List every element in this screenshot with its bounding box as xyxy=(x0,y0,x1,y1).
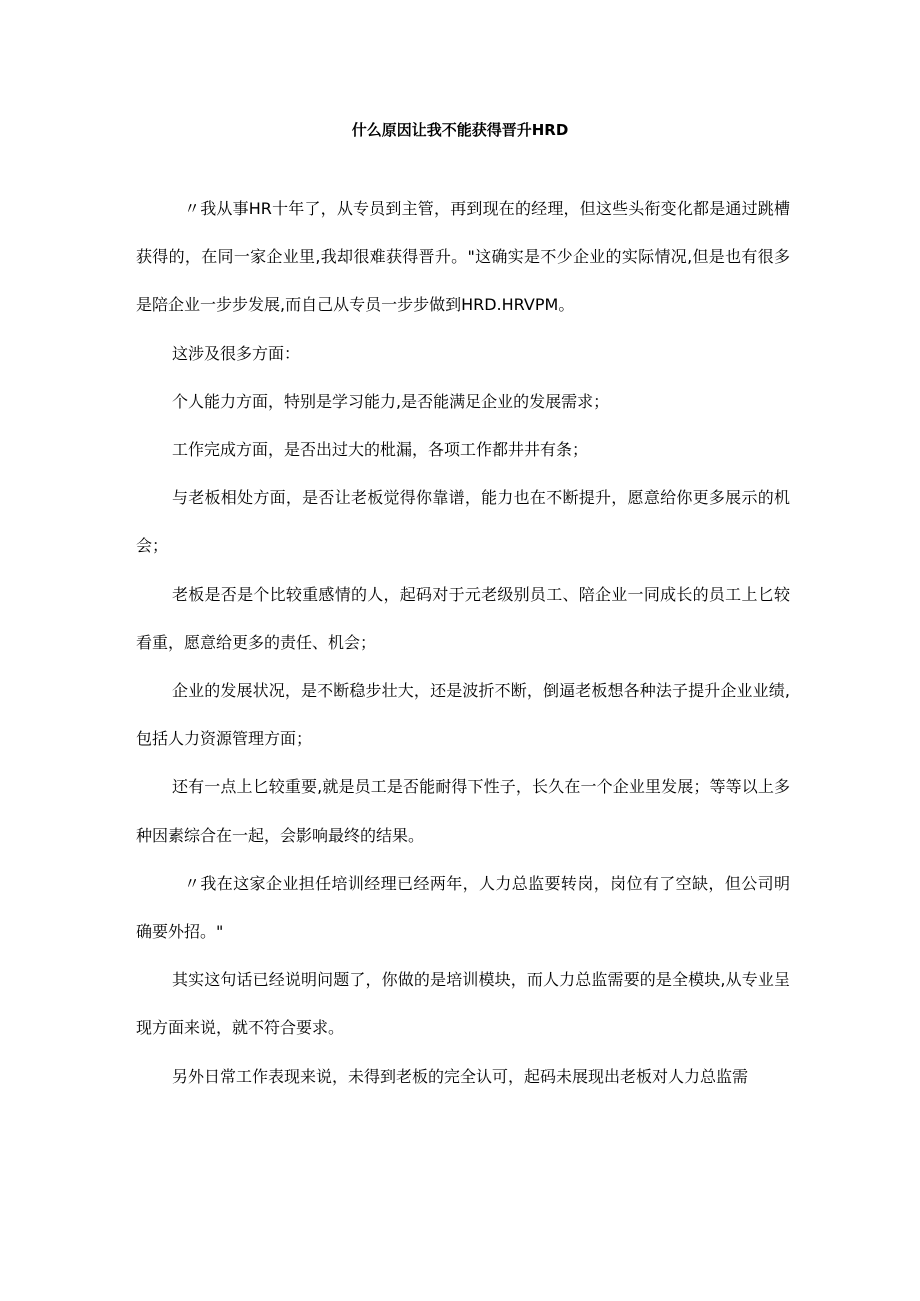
paragraph-7: 企业的发展状况，是不断稳步壮大，还是波折不断，倒逼老板想各种法子提升企业业绩,包括人力资源管理方面； xyxy=(136,681,790,749)
paragraph-6: 老板是否是个比较重感情的人，起码对于元老级别员工、陪企业一同成长的员工上匕较看重，愿意给更多的责任、机会； xyxy=(136,584,790,652)
paragraph-10: 其实这句话已经说明问题了，你做的是培训模块，而人力总监需要的是全模块,从专业呈现方面来说，就不符合要求。 xyxy=(136,970,790,1038)
paragraph-3: 个人能力方面，特别是学习能力,是否能满足企业的发展需求； xyxy=(172,391,610,411)
document-title: 什么原因让我不能获得晋升HRD xyxy=(351,121,569,139)
paragraph-8: 还有一点上匕较重要,就是员工是否能耐得下性子，长久在一个企业里发展；等等以上多种因素综合在一起，会影响最终的结果。 xyxy=(136,777,790,845)
paragraph-9: 〃我在这家企业担任培训经理已经两年，人力总监要转岗，岗位有了空缺，但公司明确要外招。" xyxy=(136,873,790,942)
paragraph-11: 另外日常工作表现来说，未得到老板的完全认可，起码未展现出老板对人力总监需 xyxy=(172,1066,749,1086)
document-body xyxy=(136,185,790,1101)
paragraph-2: 这涉及很多方面： xyxy=(172,343,301,363)
paragraph-5: 与老板相处方面，是否让老板觉得你靠谱，能力也在不断提升，愿意给你更多展示的机会； xyxy=(136,488,790,556)
paragraph-1: 〃我从事HR十年了，从专员到主管，再到现在的经理，但这些头衔变化都是通过跳槽获得的，在同一家企业里,我却很难获得晋升。"这确实是不少企业的实际情况,但是也有很多是陪企业一步步发展,而自己从专员一步步做到HRD.HRVPM。 xyxy=(136,199,790,315)
paragraph-4: 工作完成方面，是否出过大的枇漏，各项工作都井井有条； xyxy=(172,440,589,460)
